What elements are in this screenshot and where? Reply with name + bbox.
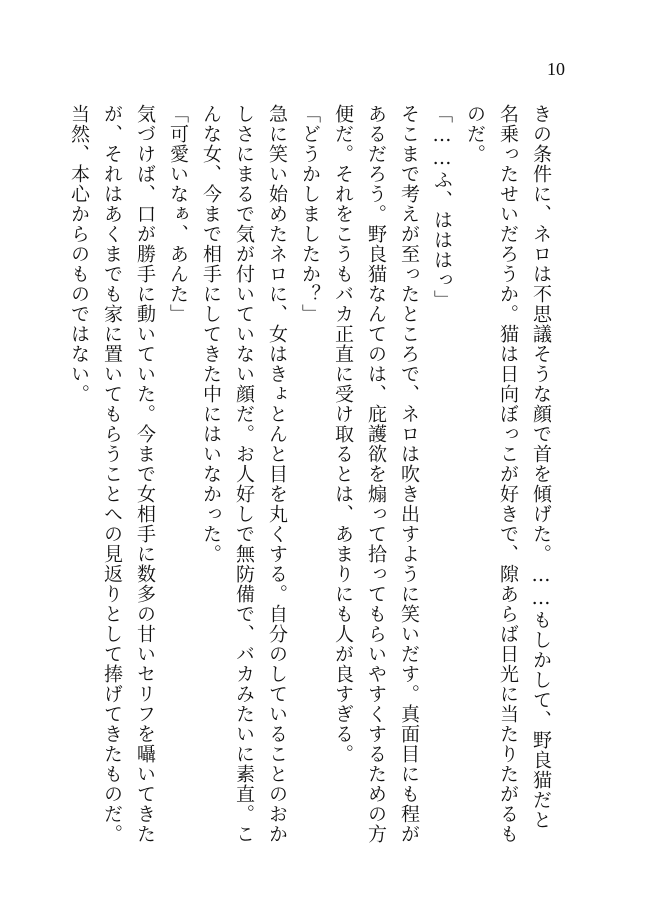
body-text [68, 104, 557, 849]
paragraph: 気づけば、口が勝手に動いていた。今まで女相手に数多の甘いセリフを囁いてきたが、それはあくまでも家に置いてもらうことへの見返りとして捧げてきたものだ。当然、本心からのものではない。 [68, 104, 156, 844]
paragraph: 「……ふ、はははっ」 [431, 104, 453, 310]
paragraph: 急に笑い始めたネロに、女はきょとんと目を丸くする。自分のしていることのおかしさにまるで気が付いていない顔だ。お人好しで無防備で、バカみたいに素直。こんな女、今まで相手にしてきた中にはいなかった。 [200, 104, 288, 844]
page-number: 10 [547, 59, 565, 79]
paragraph: そこまで考えが至ったところで、ネロは吹き出すように笑いだす。真面目にも程があるだろう。野良猫なんてのは、庇護欲を煽って拾ってもらいやすくするための方便だ。それをこうもバカ正直に受け取るとは、あまりにも人が良すぎる。 [332, 104, 420, 844]
paragraph: 「可愛いなぁ、あんた」 [167, 104, 189, 324]
paragraph: 「どうかしましたか？」 [299, 104, 321, 324]
paragraph: きの条件に、ネロは不思議そうな顔で首を傾げた。……もしかして、野良猫だと名乗ったせいだろうか。猫は日向ぼっこが好きで、隙あらば日光に当たりたがるものだ。 [464, 104, 552, 844]
